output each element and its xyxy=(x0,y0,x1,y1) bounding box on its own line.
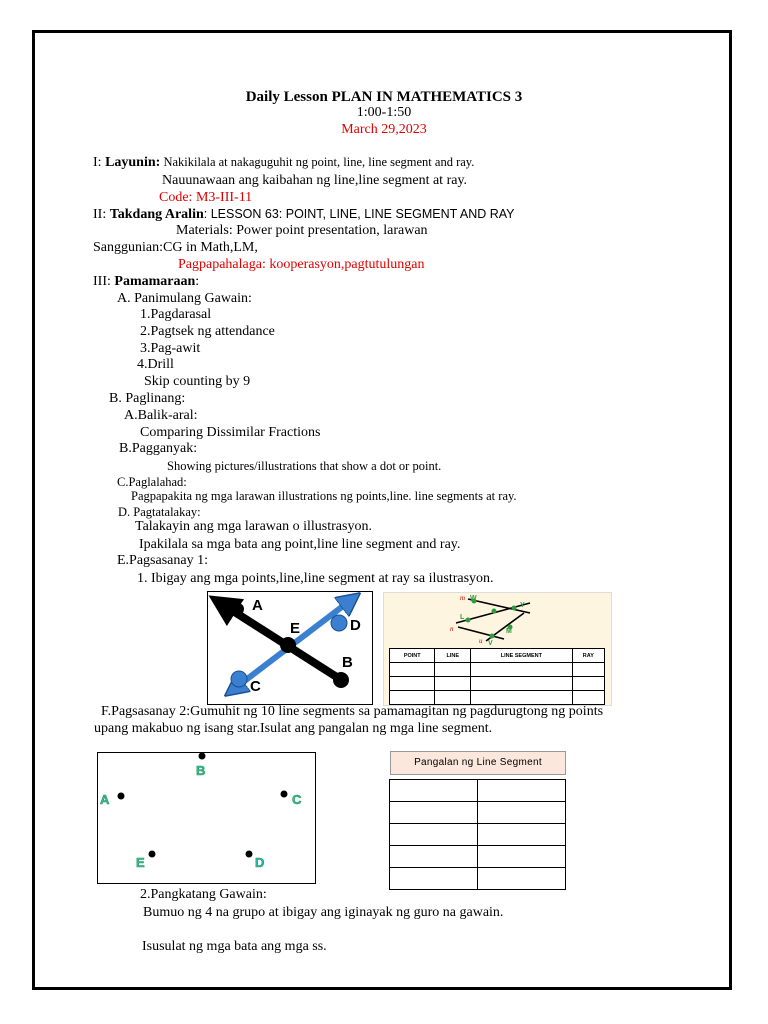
balik-aral-text: Comparing Dissimilar Fractions xyxy=(140,425,321,440)
pagsasanay2-line-1: F.Pagsasanay 2:Gumuhit ng 10 line segments sa pamamagitan ng pagdurugtong ng points xyxy=(101,704,604,719)
pagsasanay1-title: E.Pagsasanay 1: xyxy=(117,553,208,568)
section-layunin xyxy=(93,154,474,171)
point-b xyxy=(199,753,206,760)
section-heading: Layunin: xyxy=(105,155,161,170)
point-d xyxy=(331,615,347,631)
table-row xyxy=(390,846,566,868)
list-item: 1.Pagdarasal xyxy=(140,307,212,322)
label-u: u xyxy=(479,637,483,645)
list-item: 4.Drill xyxy=(137,357,174,372)
point-e xyxy=(149,851,156,858)
point-l xyxy=(466,618,471,623)
section-label: III: xyxy=(93,274,115,289)
page-title: Daily Lesson PLAN IN MATHEMATICS 3 xyxy=(245,89,523,105)
drill-text: Skip counting by 9 xyxy=(144,374,251,389)
sanggunian: Sanggunian:CG in Math,LM, xyxy=(93,240,258,255)
paglalahad-title: C.Paglalahad: xyxy=(117,475,187,489)
panimulang-gawain-title: A. Panimulang Gawain: xyxy=(117,291,252,306)
intersecting-lines-graphic xyxy=(208,592,372,704)
point-a xyxy=(232,603,244,615)
pagtatalakay-text: Talakayin ang mga larawan o illustrasyon. xyxy=(135,519,372,534)
layunin-text-2: Nauunawaan ang kaibahan ng line,line segment at ray. xyxy=(162,173,468,188)
table-row xyxy=(390,868,566,890)
lesson-code: Code: M3-III-11 xyxy=(159,190,253,205)
label-m: m xyxy=(460,594,466,602)
point-e xyxy=(280,637,296,653)
label-n: n xyxy=(450,625,454,633)
paglalahad-text: Pagpapakita ng mga larawan illustrations ng points,line. line segments at ray. xyxy=(131,489,517,503)
label-d: D xyxy=(350,617,361,634)
table-header: POINT xyxy=(390,649,435,663)
table-row xyxy=(390,802,566,824)
figure-star-points xyxy=(97,752,316,884)
pagganyak-text: Showing pictures/illustrations that show a dot or point. xyxy=(167,459,442,473)
pangkatang-gawain-title: 2.Pangkatang Gawain: xyxy=(140,887,267,902)
label-b: B xyxy=(342,654,353,671)
point-c xyxy=(281,791,288,798)
label-y: Y xyxy=(520,602,525,609)
label-a: A xyxy=(252,597,263,614)
star-points-graphic xyxy=(98,753,315,883)
pagganyak-title: B.Pagganyak: xyxy=(119,441,198,456)
label-m-upper: M xyxy=(506,628,512,635)
pagsasanay2-line-2: upang makabuo ng isang star.Isulat ang pangalan ng mga line segment. xyxy=(94,721,493,736)
point-b xyxy=(333,672,349,688)
label-c: C xyxy=(250,678,261,695)
table-row xyxy=(390,663,605,677)
section-heading: Pamamaraan xyxy=(114,274,196,289)
isusulat-text: Isusulat ng mga bata ang mga ss. xyxy=(142,939,327,954)
lesson-date: March 29,2023 xyxy=(341,122,427,137)
takdang-aralin-text: : LESSON 63: POINT, LINE, LINE SEGMENT AND RAY xyxy=(203,207,515,221)
point-a xyxy=(118,793,125,800)
table-row xyxy=(390,824,566,846)
point-mid xyxy=(492,609,497,614)
lines-graphic xyxy=(384,593,611,647)
layunin-text: Nakikilala at nakaguguhit ng point, line, line segment and ray. xyxy=(160,155,475,169)
label-c: C xyxy=(292,792,302,807)
answer-table xyxy=(389,648,605,705)
materials: Materials: Power point presentation, larawan xyxy=(176,223,428,238)
label-b: B xyxy=(196,763,206,778)
balik-aral-title: A.Balik-aral: xyxy=(124,408,198,423)
list-item: 2.Pagtsek ng attendance xyxy=(140,324,275,339)
point-c xyxy=(231,671,247,687)
pagsasanay1-text: 1. Ibigay ang mga points,line,line segment at ray sa ilustrasyon. xyxy=(137,571,494,586)
line-segment-table xyxy=(389,779,566,890)
label-v: V xyxy=(488,640,493,647)
table-header: LINE SEGMENT xyxy=(471,649,573,663)
section-label: I: xyxy=(93,155,106,170)
pagpapahalaga: Pagpapahalaga: kooperasyon,pagtutulungan xyxy=(178,257,425,272)
pagtatalakay-title: D. Pagtatalakay: xyxy=(118,505,201,519)
pagtatalakay-text: Ipakilala sa mga bata ang point,line line segment and ray. xyxy=(139,537,461,552)
paglinang-title: B. Paglinang: xyxy=(109,391,186,406)
table-row xyxy=(390,677,605,691)
section-takdang-aralin xyxy=(93,206,515,223)
label-l: L xyxy=(460,614,465,621)
figure-intersecting-lines xyxy=(207,591,373,705)
label-e: E xyxy=(290,620,301,637)
table-row xyxy=(390,780,566,802)
table-row xyxy=(390,691,605,705)
pangkatang-gawain-text: Bumuo ng 4 na grupo at ibigay ang iginayak ng guro na gawain. xyxy=(143,905,504,920)
figure-lines-table xyxy=(383,592,612,706)
section-label: II: xyxy=(93,207,110,222)
table-header: RAY xyxy=(572,649,604,663)
section-pamamaraan xyxy=(93,274,199,290)
label-w: W xyxy=(470,595,477,602)
label-d: D xyxy=(255,855,265,870)
line-segment-title-box: Pangalan ng Line Segment xyxy=(390,751,566,775)
section-heading: Takdang Aralin xyxy=(109,207,204,222)
section-colon: : xyxy=(195,274,200,289)
lesson-time: 1:00-1:50 xyxy=(356,105,412,120)
label-e: E xyxy=(136,855,145,870)
label-a: A xyxy=(100,792,110,807)
list-item: 3.Pag-awit xyxy=(140,341,201,356)
point-y xyxy=(512,606,517,611)
point-v xyxy=(490,634,495,639)
point-d xyxy=(246,851,253,858)
table-header: LINE xyxy=(435,649,471,663)
